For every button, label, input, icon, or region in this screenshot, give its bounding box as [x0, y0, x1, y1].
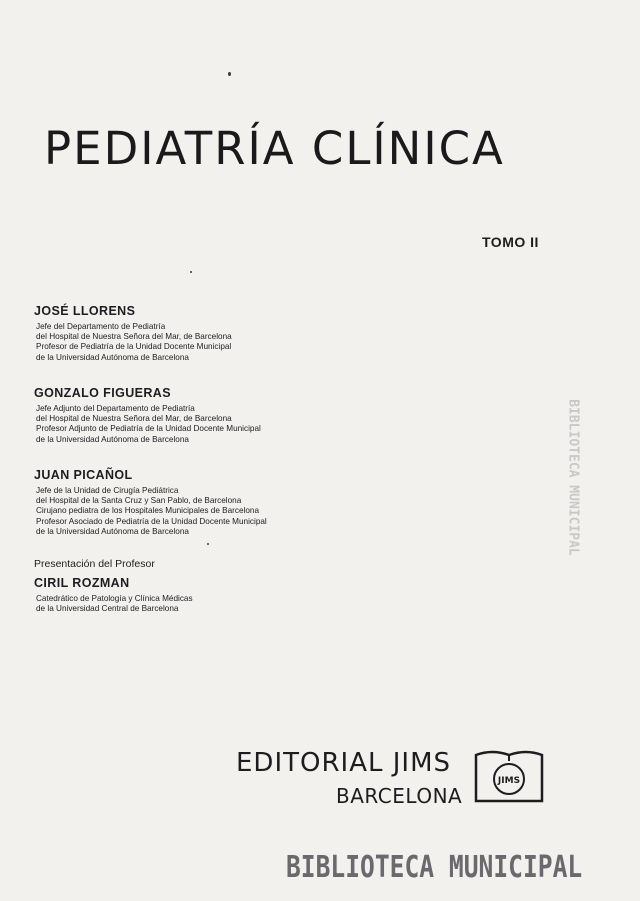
author-name: GONZALO FIGUERAS — [34, 386, 171, 400]
author-credential: del Hospital de la Santa Cruz y San Pablo, de Barcelona — [36, 496, 242, 506]
author-block-2 — [34, 386, 261, 445]
presentation-intro: Presentación del Profesor — [34, 558, 155, 570]
author-credential: del Hospital de Nuestra Señora del Mar, de Barcelona — [36, 414, 232, 424]
author-credential: Profesor Asociado de Pediatría de la Unidad Docente Municipal — [36, 516, 267, 526]
author-credential: Jefe de la Unidad de Cirugía Pediátrica — [36, 486, 179, 495]
volume-label: TOMO II — [482, 234, 539, 250]
logo-text: JIMS — [497, 776, 521, 786]
paper-speck — [190, 271, 192, 273]
author-credential: Profesor de Pediatría de la Unidad Docente Municipal — [36, 342, 232, 352]
author-credential: Jefe del Departamento de Pediatría — [36, 322, 166, 331]
library-stamp-bottom: BIBLIOTECA MUNICIPAL — [286, 850, 583, 885]
author-credential: de la Universidad Autónoma de Barcelona — [36, 526, 189, 536]
author-block-3 — [34, 468, 267, 537]
publisher-name: EDITORIAL JIMS — [236, 748, 452, 778]
author-name: JUAN PICAÑOL — [34, 468, 133, 482]
author-credential: del Hospital de Nuestra Señora del Mar, de Barcelona — [36, 332, 232, 342]
publisher-logo-icon — [474, 745, 544, 807]
presenter-credential: Catedrático de Patología y Clínica Médicas — [36, 594, 193, 603]
paper-speck — [207, 543, 209, 545]
book-title: PEDIATRÍA CLÍNICA — [44, 122, 505, 175]
author-name: JOSÉ LLORENS — [34, 304, 136, 318]
presenter-name: CIRIL ROZMAN — [34, 576, 130, 590]
presenter-credential: de la Universidad Central de Barcelona — [36, 604, 179, 614]
author-credential: Cirujano pediatra de los Hospitales Municipales de Barcelona — [36, 506, 260, 516]
author-credential: de la Universidad Autónoma de Barcelona — [36, 352, 189, 362]
author-credential: de la Universidad Autónoma de Barcelona — [36, 434, 189, 444]
paper-speck — [228, 72, 231, 76]
publisher-city: BARCELONA — [336, 784, 463, 808]
author-credential: Profesor Adjunto de Pediatría de la Unidad Docente Municipal — [36, 424, 261, 434]
library-stamp-side: BIBLIOTECA MUNICIPAL — [565, 399, 581, 556]
presenter-block — [34, 576, 193, 614]
author-credential: Jefe Adjunto del Departamento de Pediatría — [36, 404, 195, 413]
author-block-1 — [34, 304, 232, 363]
